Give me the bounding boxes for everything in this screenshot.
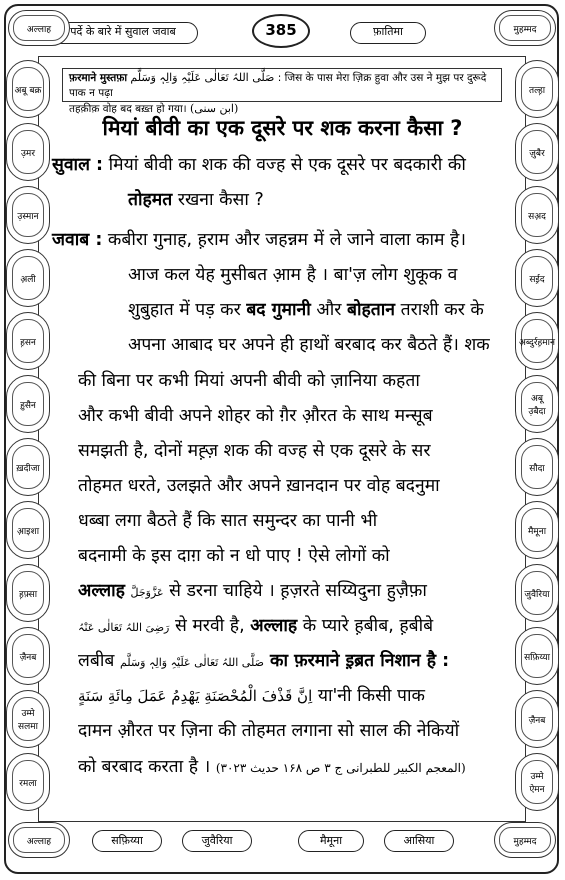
answer-line-5: की बिना पर कभी मियां अपनी बीवी को ज़ानिया कहता	[78, 371, 420, 391]
bottom-left-seal	[8, 822, 70, 858]
right-seal	[515, 312, 559, 370]
answer-line-16	[78, 754, 466, 778]
azza-wajal-arabic: عَزَّوَجَلَّ	[130, 586, 164, 599]
book-title: पर्दे के बारे में सुवाल जवाब	[70, 25, 176, 38]
hadith-text-1: : जिस के पास मेरा ज़िक्र हुवा और उस ने मुझ पर दुरूदे पाक न पढ़ा	[69, 72, 487, 99]
left-seal-text: रमला	[12, 760, 44, 804]
right-seal-text: सौदा	[521, 445, 553, 489]
right-seal	[515, 690, 559, 748]
right-seal	[515, 438, 559, 496]
hadith-text-2: तहक़ीक़ वोह बद बख़्त हो गया।	[69, 103, 187, 115]
right-seal	[515, 627, 559, 685]
answer-line-7: समझती है, दोनों मह़्ज़ शक की वज्ह से एक दूसरे के सर	[78, 441, 431, 461]
hadith-box	[62, 68, 502, 115]
right-seal-text: सअ़द	[521, 193, 553, 237]
answer-text-13a: लबीब	[78, 651, 120, 671]
right-seal-text: सफ़िय्या	[521, 634, 553, 678]
footer-tab-3: मैमूना	[298, 830, 364, 852]
answer-line-12	[78, 613, 433, 637]
left-seal	[6, 753, 50, 811]
bohtan-bold: बोहतान	[346, 300, 396, 320]
radiyallahu-arabic: رَضِیَ اللہُ تَعَالٰی عَنْہُ	[78, 621, 170, 634]
name-tab-label: फ़ातिमा	[373, 25, 403, 38]
top-right-seal-text: मुहम्मद	[499, 15, 551, 41]
answer-line-10: बदनामी के इस दाग़ को न धो पाए ! ऐसे लोगों को	[78, 546, 390, 566]
left-seal-text: उम्मे सलमा	[12, 697, 44, 741]
hadith-source: (ابن سنی)	[190, 102, 239, 115]
left-seal-text: उ़स्मान	[12, 193, 44, 237]
answer-line-4: अपना आबाद घर अपने ही हाथों बरबाद कर बैठते हैं। शक	[128, 335, 490, 355]
left-seal-text: ज़ैनब	[12, 634, 44, 678]
answer-text-3a: शुबुहात में पड़ कर	[128, 300, 247, 320]
answer-text-12a: से मरवी है,	[169, 616, 251, 636]
right-seal-text: अ़ब्दुर्रह़मान	[521, 319, 553, 363]
right-seal-text: उम्मे ऐमन	[521, 760, 553, 804]
bottom-right-seal	[494, 822, 556, 858]
bad-gumani-bold: बद गुमानी	[246, 300, 311, 320]
top-right-seal	[494, 10, 556, 46]
answer-text-3e: तराशी कर के	[395, 300, 484, 320]
answer-line-1	[52, 227, 466, 251]
salutation-arabic: صَلَّی اللہُ تَعَالٰی عَلَیْہِ وَالِہٖ وَسَلَّم	[119, 656, 264, 669]
right-seal-text: सई़द	[521, 256, 553, 300]
right-seal	[515, 753, 559, 811]
answer-text-12c: के प्यारे ह़बीब, ह़बीबे	[297, 616, 434, 636]
left-seal-text: अबू बक्र	[12, 67, 44, 111]
answer-text-13b: का फ़रमाने इ़ब्रत निशान है :	[263, 651, 450, 671]
top-left-seal-text: अल्लाह	[13, 15, 65, 41]
answer-text-1: कबीरा गुनाह, ह़राम और जहन्नम में ले जाने वाला काम है।	[107, 230, 466, 250]
answer-line-2: आज कल येह मुसीबत आ़म है । बा'ज़ लोग शुकूक व	[128, 265, 458, 285]
left-seal	[6, 60, 50, 118]
reference-arabic: (المعجم الکبیر للطبرانی ج ۳ ص ۱۶۸ حدیث ۳۰۲۳)	[215, 761, 466, 775]
name-tab	[350, 22, 426, 44]
left-seal-text: ह़ुसैन	[12, 382, 44, 426]
right-seal-text: अबू उ़बैदा	[521, 382, 553, 426]
answer-text-3c: और	[310, 300, 347, 320]
right-seal	[515, 375, 559, 433]
answer-line-9: धब्बा लगा बैठते हैं कि सात समुन्दर का पानी भी	[78, 511, 378, 531]
left-seal	[6, 564, 50, 622]
question-label: सुवाल :	[52, 155, 104, 175]
book-title-tab	[48, 22, 198, 44]
question-line-1	[52, 152, 466, 176]
answer-text-16a: को बरबाद करता है ।	[78, 757, 211, 777]
right-seal	[515, 501, 559, 559]
answer-line-13	[78, 648, 449, 672]
question-bold-word: तोहमत	[128, 190, 173, 210]
answer-line-8: तोहमत धरते, उलझते और अपने ख़ानदान पर वोह बदनुमा	[78, 476, 440, 496]
left-seal-text: अ़ली	[12, 256, 44, 300]
right-seal	[515, 249, 559, 307]
answer-line-15: दामन औ़रत पर ज़िना की तोहमत लगाना सो साल की नेकियों	[78, 721, 460, 741]
allah-bold-1: अल्लाह	[78, 581, 125, 601]
left-seal	[6, 501, 50, 559]
right-seal-text: ज़ुबैर	[521, 130, 553, 174]
right-seal-text: मैमूना	[521, 508, 553, 552]
page-title: मियां बीवी का एक दूसरे पर शक करना कैसा ?	[102, 116, 463, 140]
hadith-salutation: صَلَّی اللہُ تَعَالٰی عَلَیْہِ وَالِہٖ وَسَلَّم	[130, 71, 275, 84]
answer-text-14b: या'नी किसी पाक	[312, 686, 425, 706]
right-seal	[515, 564, 559, 622]
hadith-label: फ़रमाने मुस्तफ़ा	[69, 72, 128, 84]
left-seal-text: उ़मर	[12, 130, 44, 174]
question-line-2	[128, 187, 264, 211]
hadith-line-1	[69, 70, 495, 101]
left-seal-text: आ़इशा	[12, 508, 44, 552]
footer-tab-1: सफ़िय्या	[92, 830, 162, 852]
bottom-left-seal-text: अल्लाह	[13, 827, 65, 853]
left-seal	[6, 627, 50, 685]
answer-line-6: और कभी बीवी अपने शोहर को ग़ैर औ़रत के साथ मन्सूब	[78, 406, 433, 426]
right-seal	[515, 123, 559, 181]
question-text-1: मियां बीवी का शक की वज्ह से एक दूसरे पर बदकारी की	[108, 155, 466, 175]
left-seal	[6, 249, 50, 307]
left-seal	[6, 690, 50, 748]
right-seal	[515, 186, 559, 244]
right-seal	[515, 60, 559, 118]
top-left-seal	[8, 10, 70, 46]
right-seal-text: ज़ैनब	[521, 697, 553, 741]
answer-line-11	[78, 578, 427, 602]
left-seal-text: ह़फ़्सा	[12, 571, 44, 615]
footer-tab-4: आसिया	[384, 830, 454, 852]
left-seal	[6, 438, 50, 496]
right-seal-text: जुवैरिया	[521, 571, 553, 615]
left-seal	[6, 375, 50, 433]
left-seal-text: ख़दीजा	[12, 445, 44, 489]
right-seal-text: तल्ह़ा	[521, 67, 553, 111]
answer-line-14	[78, 683, 425, 707]
left-seal	[6, 186, 50, 244]
answer-label: जवाब :	[52, 230, 103, 250]
question-text-2: रखना कैसा ?	[172, 190, 264, 210]
allah-bold-2: अल्लाह	[250, 616, 298, 636]
answer-text-11b: से डरना चाहिये । ह़ज़रते सय्यिदुना हुज़ैफ़ा	[163, 581, 427, 601]
left-seal	[6, 312, 50, 370]
footer-tab-2: जुवैरिया	[182, 830, 252, 852]
left-seal	[6, 123, 50, 181]
bottom-right-seal-text: मुहम्मद	[499, 827, 551, 853]
left-seal-text: ह़सन	[12, 319, 44, 363]
answer-line-3	[128, 297, 484, 321]
page-number: 385	[252, 14, 310, 48]
hadith-arabic-quote: اِنَّ قَذْفَ الْمُحْصَنَةِ يَهْدِمُ عَمَلَ مِائَةِ سَنَةٍ	[78, 687, 313, 705]
